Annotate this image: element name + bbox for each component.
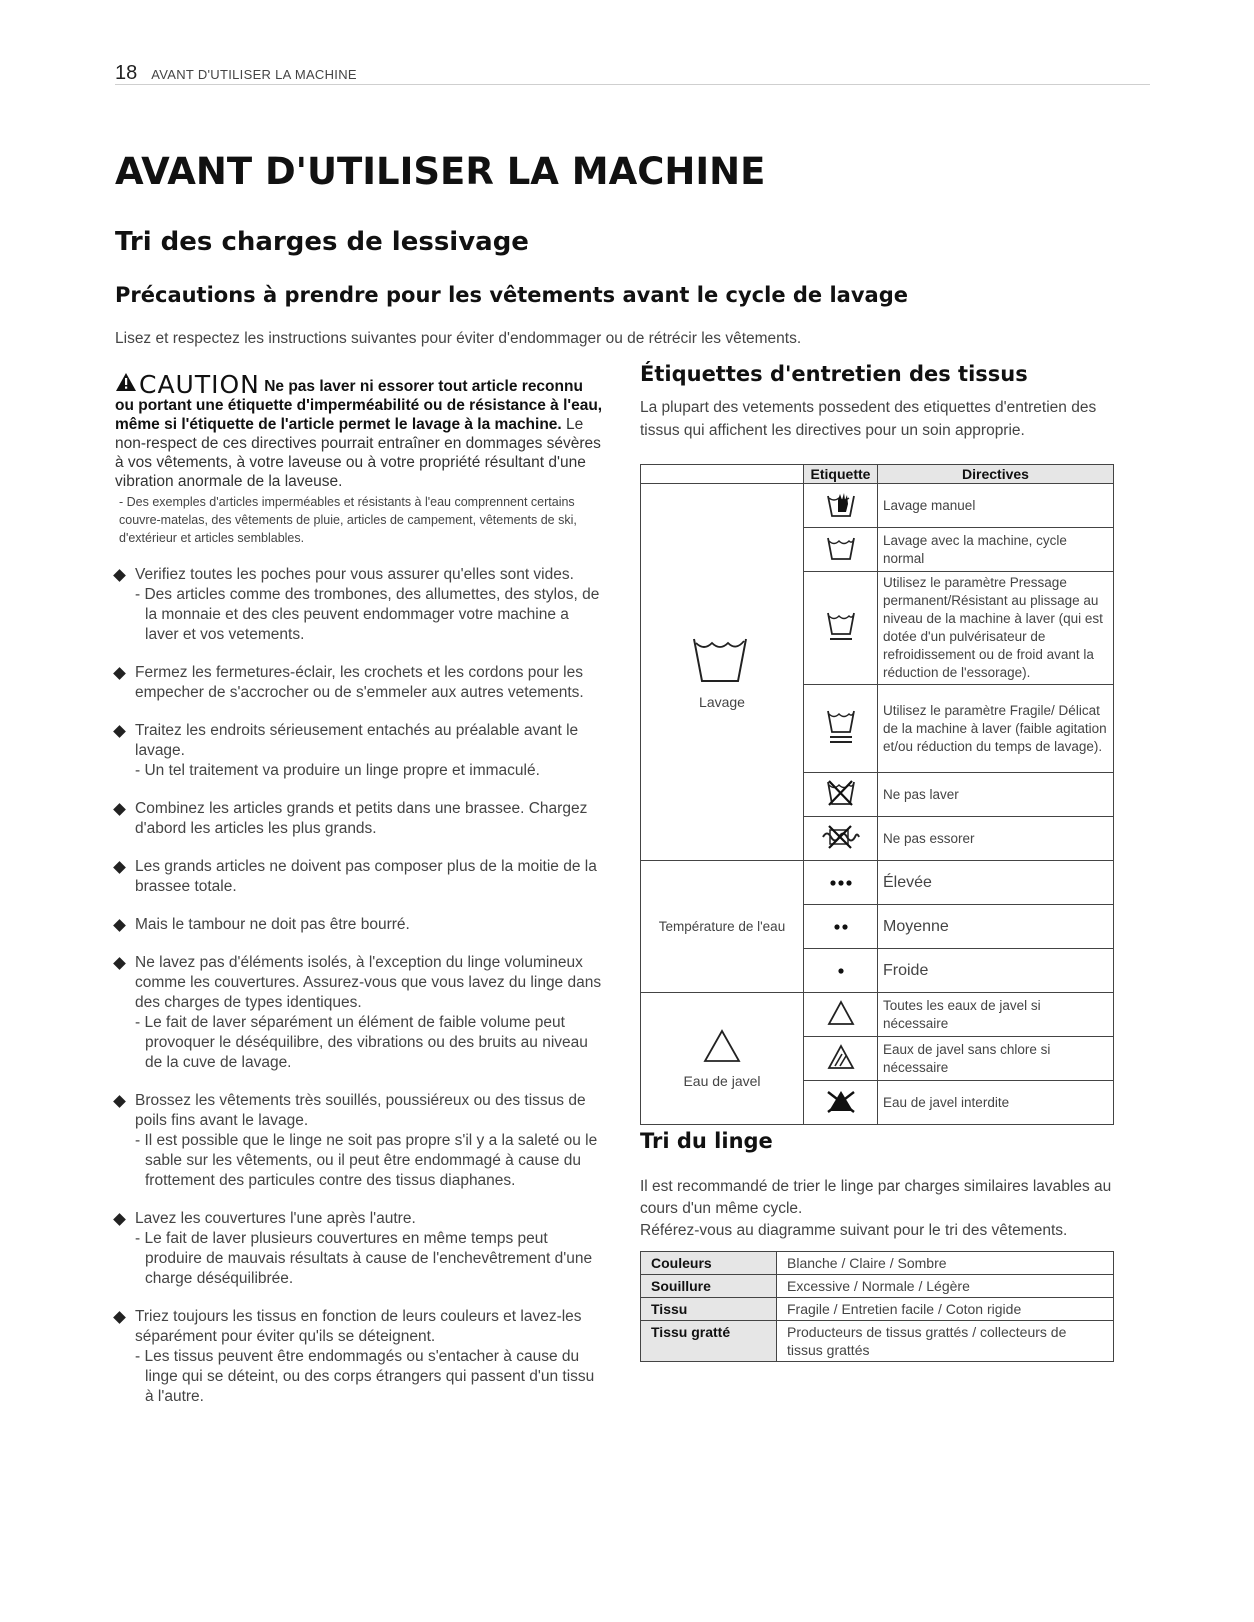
- precaution-text: Combinez les articles grands et petits dans une brassee. Chargez d'abord les articles les plus grands.: [135, 800, 588, 837]
- care-directive: Lavage avec la machine, cycle normal: [878, 528, 1114, 572]
- diamond-bullet-icon: [113, 803, 126, 816]
- sorting-key: Souillure: [641, 1275, 777, 1298]
- caution-paragraph: [115, 372, 603, 491]
- precautions-list: [115, 565, 603, 1407]
- page-number: 18: [115, 62, 138, 84]
- care-labels-heading: Étiquettes d'entretien des tissus: [640, 362, 1028, 386]
- diamond-bullet-icon: [113, 569, 126, 582]
- diamond-bullet-icon: [113, 1311, 126, 1324]
- care-directive: Utilisez le paramètre Pressage permanent/Résistant au plissage au niveau de la machine à laver (qui est dotée d'un pulvérisateur de refroidissement ou de froid avant la réduction de l'essorage).: [878, 572, 1114, 685]
- care-labels-table: [640, 464, 1114, 1125]
- precaution-subtext: - Les tissus peuvent être endommagés ou s'entacher à cause du linge qui se déteint, ou des corps étrangers qui passent d'un tissu à l'autre.: [135, 1348, 595, 1405]
- warning-triangle-icon: [115, 372, 137, 392]
- right-column: [640, 362, 1118, 442]
- precaution-item: [115, 1307, 603, 1407]
- non-chlorine-bleach-icon: [804, 1037, 878, 1081]
- care-directive: Ne pas essorer: [878, 817, 1114, 861]
- care-category-bleach: [641, 993, 804, 1125]
- precaution-text: Lavez les couvertures l'une après l'autre.: [135, 1210, 416, 1227]
- delicate-icon: [804, 685, 878, 773]
- running-header-section: AVANT D'UTILISER LA MACHINE: [151, 67, 357, 82]
- sorting-key: Tissu gratté: [641, 1321, 777, 1362]
- sorting-row: [641, 1321, 1114, 1362]
- sorting-heading: Tri du linge: [640, 1129, 773, 1153]
- precaution-text: Ne lavez pas d'éléments isolés, à l'exception du linge volumineux comme les couvertures. Assurez-vous que vous lavez du linge dans des charges de types identiques.: [135, 954, 602, 1011]
- sorting-key: Couleurs: [641, 1252, 777, 1275]
- care-table-header-row: [641, 465, 1114, 484]
- care-row: [641, 993, 1114, 1037]
- care-row: [641, 861, 1114, 905]
- page-subtitle: Tri des charges de lessivage: [115, 227, 529, 257]
- care-directive: Froide: [878, 949, 1114, 993]
- precaution-item: [115, 799, 603, 839]
- care-directive: Lavage manuel: [878, 484, 1114, 528]
- diamond-bullet-icon: [113, 861, 126, 874]
- diamond-bullet-icon: [113, 725, 126, 738]
- bleach-any-icon: [804, 993, 878, 1037]
- precaution-subtext: - Le fait de laver séparément un élément de faible volume peut provoquer le déséquilibre, des vibrations ou des bruits au niveau de la cuve de lavage.: [135, 1014, 588, 1071]
- precaution-item: [115, 915, 603, 935]
- precaution-subtext: - Le fait de laver plusieurs couvertures en même temps peut produire de mauvais résultats à cause de l'enchevêtrement d'une charge déséquilibrée.: [135, 1230, 593, 1287]
- precaution-item: [115, 1091, 603, 1191]
- precaution-item: [115, 721, 603, 781]
- care-directive: Ne pas laver: [878, 773, 1114, 817]
- do-not-bleach-icon: [804, 1081, 878, 1125]
- caution-examples: - Des exemples d'articles imperméables et résistants à l'eau comprennent certains couvre-matelas, des vêtements de pluie, articles de campement, vêtements de ski, d'extérieur et articles semblables.: [119, 495, 577, 545]
- care-directive: Eau de javel interdite: [878, 1081, 1114, 1125]
- diamond-bullet-icon: [113, 919, 126, 932]
- sorting-row: [641, 1298, 1114, 1321]
- one-dot-icon: [804, 949, 878, 993]
- sorting-value: Excessive / Normale / Légère: [777, 1275, 1114, 1298]
- diamond-bullet-icon: [113, 1095, 126, 1108]
- precaution-subtext: - Il est possible que le linge ne soit pas propre s'il y a la saleté ou le sable sur les vêtements, ou il peut être endommagé à cause du frottement des particules contre des tissus diaphanes.: [135, 1132, 598, 1189]
- care-table-label-header: Etiquette: [804, 465, 878, 484]
- sorting-paragraph-2: Référez-vous au diagramme suivant pour le tri des vêtements.: [640, 1222, 1068, 1239]
- precaution-item: [115, 953, 603, 1073]
- page-title: AVANT D'UTILISER LA MACHINE: [115, 150, 766, 193]
- caution-word: CAUTION: [139, 370, 260, 399]
- caution-bold-text: Ne pas laver ni essorer tout article reconnu ou portant une étiquette d'imperméabilité ou de résistance à l'eau, même si l'étiquette de l'article permet le lavage à la machine.: [115, 378, 603, 433]
- care-category-label: Lavage: [699, 693, 745, 710]
- care-labels-paragraph: La plupart des vetements possedent des etiquettes d'entretien des tissus qui affichent les directives pour un soin approprie.: [640, 399, 1097, 439]
- hand-wash-icon: [804, 484, 878, 528]
- care-directive: Toutes les eaux de javel si nécessaire: [878, 993, 1114, 1037]
- precaution-text: Mais le tambour ne doit pas être bourré.: [135, 916, 410, 933]
- care-directive: Utilisez le paramètre Fragile/ Délicat de la machine à laver (faible agitation et/ou réduction du temps de lavage).: [878, 685, 1114, 773]
- caution-text: Le non-respect de ces directives pourrait entraîner en dommages sévères à vos vêtements, à votre laveuse ou à votre propriété résultant d'une vibration anormale de la laveuse.: [115, 416, 601, 490]
- sorting-row: [641, 1275, 1114, 1298]
- care-category-label: Température de l'eau: [658, 919, 786, 934]
- precaution-item: [115, 857, 603, 897]
- running-header: [115, 60, 1150, 85]
- two-dots-icon: [804, 905, 878, 949]
- sorting-value: Fragile / Entretien facile / Coton rigide: [777, 1298, 1114, 1321]
- precaution-text: Traitez les endroits sérieusement entachés au préalable avant le lavage.: [135, 722, 579, 759]
- care-category-label: Eau de javel: [683, 1073, 761, 1089]
- precaution-item: [115, 565, 603, 645]
- care-row: [641, 484, 1114, 528]
- section-heading: Précautions à prendre pour les vêtements avant le cycle de lavage: [115, 283, 908, 307]
- sorting-table: [640, 1251, 1114, 1362]
- sorting-key: Tissu: [641, 1298, 777, 1321]
- precaution-subtext: - Un tel traitement va produire un linge propre et immaculé.: [135, 762, 540, 779]
- sorting-paragraph-1: Il est recommandé de trier le linge par charges similaires lavables au cours d'un même cycle.: [640, 1178, 1112, 1217]
- do-not-wash-icon: [804, 773, 878, 817]
- sorting-paragraphs: [640, 1176, 1115, 1242]
- precaution-subtext: - Des articles comme des trombones, des allumettes, des stylos, de la monnaie et des cles peuvent endommager votre machine a laver et vos vetements.: [135, 586, 600, 643]
- diamond-bullet-icon: [113, 1213, 126, 1226]
- precaution-item: [115, 663, 603, 703]
- precaution-item: [115, 1209, 603, 1289]
- three-dots-icon: [804, 861, 878, 905]
- diamond-bullet-icon: [113, 957, 126, 970]
- sorting-value: Blanche / Claire / Sombre: [777, 1252, 1114, 1275]
- sorting-row: [641, 1252, 1114, 1275]
- precaution-text: Fermez les fermetures-éclair, les crochets et les cordons pour les empecher de s'accrocher ou de s'emmeler aux autres vetements.: [135, 664, 584, 701]
- care-directive: Moyenne: [878, 905, 1114, 949]
- bleach-triangle-icon: [702, 1028, 742, 1064]
- diamond-bullet-icon: [113, 667, 126, 680]
- precaution-text: Les grands articles ne doivent pas composer plus de la moitie de la brassee totale.: [135, 858, 597, 895]
- care-directive: Élevée: [878, 861, 1114, 905]
- left-column: [115, 372, 603, 1425]
- precaution-text: Verifiez toutes les poches pour vous assurer qu'elles sont vides.: [135, 566, 574, 583]
- intro-text: Lisez et respectez les instructions suivantes pour éviter d'endommager ou de rétrécir les vêtements.: [115, 330, 802, 347]
- care-table-directives-header: Directives: [878, 465, 1114, 484]
- sorting-value: Producteurs de tissus grattés / collecteurs de tissus grattés: [777, 1321, 1114, 1362]
- precaution-text: Triez toujours les tissus en fonction de leurs couleurs et lavez-les séparément pour éviter qu'ils se déteignent.: [135, 1308, 582, 1345]
- care-directive: Eaux de javel sans chlore si nécessaire: [878, 1037, 1114, 1081]
- care-category-temperature: [641, 861, 804, 993]
- care-category-wash: [641, 484, 804, 861]
- wash-tub-icon: [692, 635, 752, 685]
- do-not-wring-icon: [804, 817, 878, 861]
- care-table-empty-header: [641, 465, 804, 484]
- permanent-press-icon: [804, 572, 878, 685]
- machine-wash-normal-icon: [804, 528, 878, 572]
- precaution-text: Brossez les vêtements très souillés, poussiéreux ou des tissus de poils fins avant le lavage.: [135, 1092, 586, 1129]
